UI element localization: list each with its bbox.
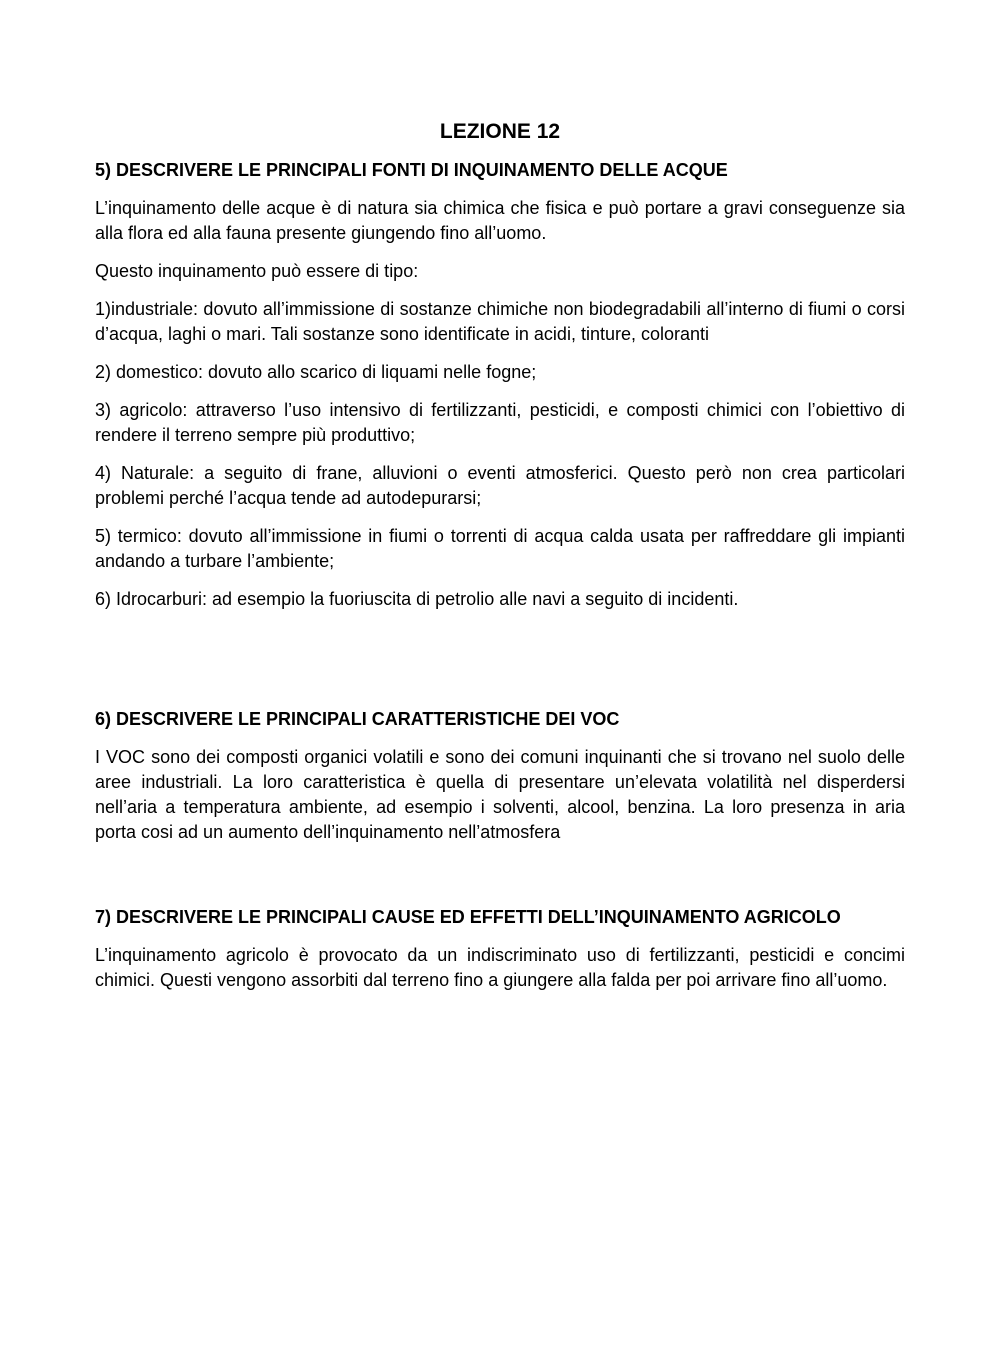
spacer [95, 858, 905, 905]
list-item-idrocarburi: 6) Idrocarburi: ad esempio la fuoriuscita di petrolio alle navi a seguito di incidenti. [95, 589, 739, 609]
list-item-domestico: 2) domestico: dovuto allo scarico di liquami nelle fogne; [95, 362, 537, 382]
list-item-agricolo: 3) agricolo: attraverso l’uso intensivo di fertilizzanti, pesticidi, e composti chimici con l’obiettivo di rendere il terreno sempre più produttivo; [95, 400, 905, 445]
section-5-types-intro: Questo inquinamento può essere di tipo: [95, 261, 419, 281]
spacer [95, 625, 905, 707]
section-6-heading: 6) DESCRIVERE LE PRINCIPALI CARATTERISTICHE DEI VOC [95, 709, 620, 729]
section-7-body: L’inquinamento agricolo è provocato da un indiscriminato uso di fertilizzanti, pesticidi e concimi chimici. Questi vengono assorbiti dal terreno fino a giungere alla falda per poi arrivare fino all’uomo. [95, 945, 905, 990]
section-6-body: I VOC sono dei composti organici volatili e sono dei comuni inquinanti che si trovano nel suolo delle aree industriali. La loro caratteristica è quella di presentare un’elevata volatilità nel disperdersi nell’aria a temperatura ambiente, ad esempio i solventi, alcool, benzina. La loro presenza in aria porta cosi ad un aumento dell’inquinamento nell’atmosfera [95, 747, 905, 842]
section-5-heading: 5) DESCRIVERE LE PRINCIPALI FONTI DI INQUINAMENTO DELLE ACQUE [95, 160, 728, 180]
list-item-termico: 5) termico: dovuto all’immissione in fiumi o torrenti di acqua calda usata per raffreddare gli impianti andando a turbare l’ambiente; [95, 526, 905, 571]
list-item-industriale: 1)industriale: dovuto all’immissione di sostanze chimiche non biodegradabili all’interno di fiumi o corsi d’acqua, laghi o mari. Tali sostanze sono identificate in acidi, tinture, coloranti [95, 299, 905, 344]
list-item-naturale: 4) Naturale: a seguito di frane, alluvioni o eventi atmosferici. Questo però non crea particolari problemi perché l’acqua tende ad autodepurarsi; [95, 463, 905, 508]
section-5-intro: L’inquinamento delle acque è di natura sia chimica che fisica e può portare a gravi conseguenze sia alla flora ed alla fauna presente giungendo fino all’uomo. [95, 198, 905, 243]
page-title: LEZIONE 12 [439, 120, 561, 143]
document-page [95, 118, 905, 1006]
section-7-heading: 7) DESCRIVERE LE PRINCIPALI CAUSE ED EFFETTI DELL’INQUINAMENTO AGRICOLO [95, 907, 841, 927]
